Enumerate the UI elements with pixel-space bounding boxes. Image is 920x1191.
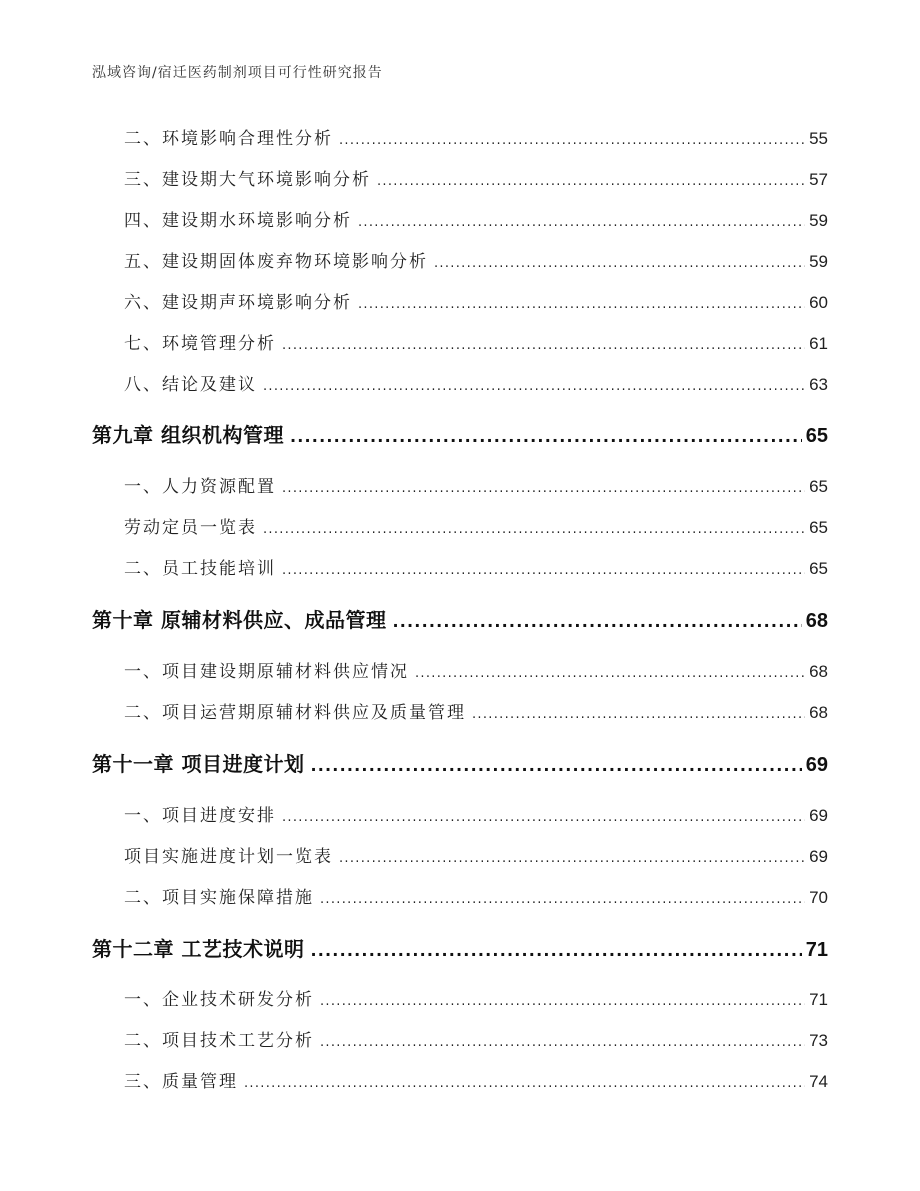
- toc-page-number: 57: [809, 170, 828, 189]
- toc-page-number: 63: [809, 375, 828, 394]
- toc-section-entry[interactable]: [124, 206, 828, 231]
- toc-section-entry[interactable]: [124, 1067, 828, 1092]
- page-header: 泓域咨询/宿迁医药制剂项目可行性研究报告: [92, 65, 383, 81]
- toc-page-number: 71: [805, 939, 828, 961]
- toc-entry-number: 一、: [124, 662, 162, 682]
- toc-dot-leader: [290, 423, 802, 447]
- toc-page-number: 70: [809, 888, 828, 907]
- toc-dot-leader: [310, 752, 801, 776]
- toc-dot-leader: [392, 608, 801, 632]
- toc-page-number: 65: [809, 559, 828, 578]
- toc-entry-number: 八、: [124, 375, 162, 395]
- toc-dot-leader: [320, 990, 805, 1010]
- toc-entry-number: 一、: [124, 806, 162, 826]
- toc-section-entry[interactable]: [124, 985, 828, 1010]
- toc-page-number: 59: [809, 211, 828, 230]
- toc-dot-leader: [282, 559, 805, 579]
- toc-page-number: 69: [805, 754, 828, 776]
- toc-page-number: 71: [809, 990, 828, 1009]
- toc-page-number: 73: [809, 1031, 828, 1050]
- toc-entry-number: 二、: [124, 1031, 162, 1051]
- toc-page-number: 69: [809, 806, 828, 825]
- toc-entry-title: 员工技能培训: [162, 559, 276, 579]
- toc-dot-leader: [320, 888, 805, 908]
- toc-page-number: 61: [809, 334, 828, 353]
- toc-entry-number: 一、: [124, 477, 162, 497]
- toc-page-number: 59: [809, 252, 828, 271]
- toc-entry-title: 项目实施保障措施: [162, 888, 314, 908]
- toc-section-entry[interactable]: [124, 698, 828, 723]
- toc-entry-title: 项目技术工艺分析: [162, 1031, 314, 1051]
- toc-dot-leader: [358, 211, 805, 231]
- toc-entry-title: 项目进度安排: [162, 806, 276, 826]
- toc-dot-leader: [339, 847, 805, 867]
- toc-section-entry[interactable]: [124, 370, 828, 395]
- toc-entry-number: 二、: [124, 888, 162, 908]
- toc-page-number: 74: [809, 1072, 828, 1091]
- toc-section-entry[interactable]: [124, 842, 828, 867]
- toc-entry-title: 建设期声环境影响分析: [162, 293, 352, 313]
- toc-entry-title: 人力资源配置: [162, 477, 276, 497]
- toc-dot-leader: [358, 293, 805, 313]
- toc-dot-leader: [263, 518, 805, 538]
- toc-dot-leader: [282, 334, 805, 354]
- toc-dot-leader: [282, 806, 805, 826]
- toc-page-number: 69: [809, 847, 828, 866]
- toc-entry-title: 企业技术研发分析: [162, 990, 314, 1010]
- toc-entry-title: 建设期固体废弃物环境影响分析: [162, 252, 428, 272]
- toc-chapter-entry[interactable]: [92, 933, 828, 962]
- toc-entry-number: 二、: [124, 559, 162, 579]
- toc-dot-leader: [244, 1072, 805, 1092]
- toc-entry-number: 五、: [124, 252, 162, 272]
- toc-section-entry[interactable]: [124, 288, 828, 313]
- toc-chapter-entry[interactable]: [92, 748, 828, 777]
- toc-page-number: 60: [809, 293, 828, 312]
- toc-chapter-entry[interactable]: [92, 604, 828, 633]
- toc-entry-title: 项目实施进度计划一览表: [124, 847, 333, 867]
- toc-entry-number: 四、: [124, 211, 162, 231]
- toc-entry-number: 三、: [124, 170, 162, 190]
- toc-page-number: 65: [809, 477, 828, 496]
- toc-section-entry[interactable]: [124, 472, 828, 497]
- toc-dot-leader: [434, 252, 805, 272]
- toc-chapter-entry[interactable]: [92, 419, 828, 448]
- toc-entry-title: 环境影响合理性分析: [162, 129, 333, 149]
- toc-dot-leader: [320, 1031, 805, 1051]
- toc-entry-number: 二、: [124, 129, 162, 149]
- toc-page-number: 65: [805, 425, 828, 447]
- toc-section-entry[interactable]: [124, 1026, 828, 1051]
- toc-entry-number: 七、: [124, 334, 162, 354]
- toc-dot-leader: [339, 129, 805, 149]
- toc-entry-number: 二、: [124, 703, 162, 723]
- toc-section-entry[interactable]: [124, 165, 828, 190]
- toc-entry-number: 三、: [124, 1072, 162, 1092]
- toc-section-entry[interactable]: [124, 657, 828, 682]
- toc-dot-leader: [282, 477, 805, 497]
- toc-entry-title: 项目运营期原辅材料供应及质量管理: [162, 703, 466, 723]
- toc-entry-title: 环境管理分析: [162, 334, 276, 354]
- toc-section-entry[interactable]: [124, 554, 828, 579]
- toc-entry-title: 建设期大气环境影响分析: [162, 170, 371, 190]
- toc-entry-title: 第十二章 工艺技术说明: [92, 937, 305, 961]
- toc-entry-title: 结论及建议: [162, 375, 257, 395]
- toc-entry-number: 一、: [124, 990, 162, 1010]
- toc-entry-title: 第九章 组织机构管理: [92, 423, 284, 447]
- toc-section-entry[interactable]: [124, 247, 828, 272]
- toc-dot-leader: [415, 662, 805, 682]
- toc-dot-leader: [310, 937, 801, 961]
- toc-entry-title: 劳动定员一览表: [124, 518, 257, 538]
- toc-section-entry[interactable]: [124, 801, 828, 826]
- toc-entry-title: 第十章 原辅材料供应、成品管理: [92, 608, 387, 632]
- toc-page-number: 68: [809, 662, 828, 681]
- toc-dot-leader: [377, 170, 805, 190]
- toc-entry-number: 六、: [124, 293, 162, 313]
- toc-dot-leader: [472, 703, 805, 723]
- toc-section-entry[interactable]: [124, 329, 828, 354]
- toc-section-entry[interactable]: [124, 513, 828, 538]
- toc-section-entry[interactable]: [124, 124, 828, 149]
- toc-entry-title: 项目建设期原辅材料供应情况: [162, 662, 409, 682]
- toc-page-number: 65: [809, 518, 828, 537]
- toc-dot-leader: [263, 375, 805, 395]
- toc-entry-title: 第十一章 项目进度计划: [92, 752, 305, 776]
- toc-page-number: 68: [809, 703, 828, 722]
- toc-section-entry[interactable]: [124, 883, 828, 908]
- toc-entry-title: 建设期水环境影响分析: [162, 211, 352, 231]
- toc-entry-title: 质量管理: [162, 1072, 238, 1092]
- toc-page-number: 55: [809, 129, 828, 148]
- toc-page-number: 68: [805, 610, 828, 632]
